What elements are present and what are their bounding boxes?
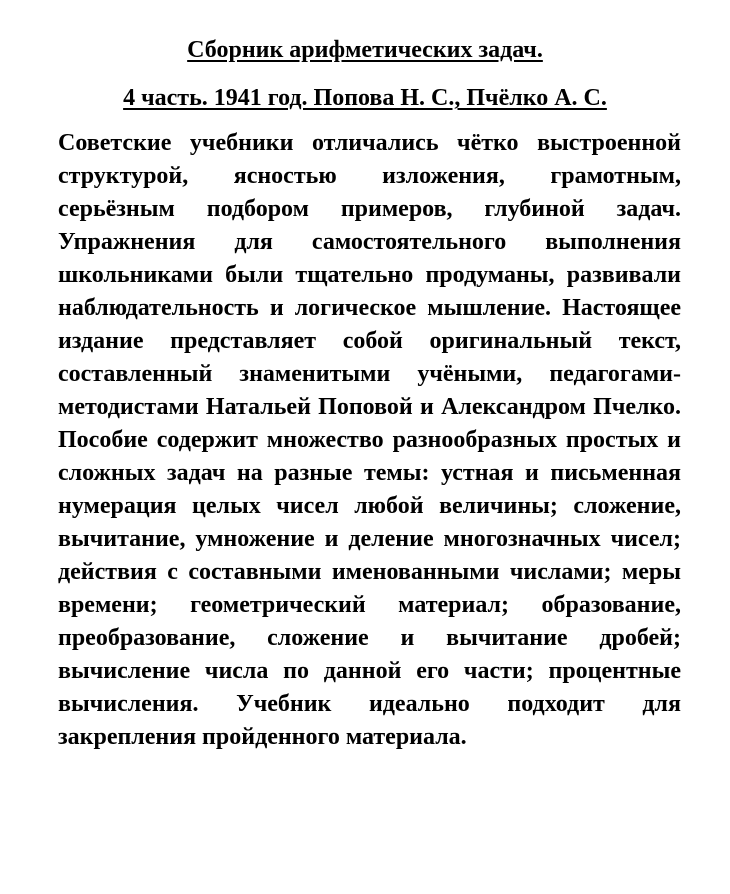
book-subtitle: 4 часть. 1941 год. Попова Н. С., Пчёлко А. С. bbox=[123, 85, 607, 111]
description-paragraph: Советские учебники отличались чётко выстроенной структурой, ясностью изложения, грамотным, серьёзным подбором примеров, глубиной задач. Упражнения для самостоятельного выполнения школьниками были тщательно продуманы, развивали наблюдательность и логическое мышление. Настоящее издание представляет собой оригинальный текст, составленный знаменитыми учёными, педагогами-методистами Натальей Поповой и Александром Пчелко. Пособие содержит множество разнообразных простых и сложных задач на разные темы: устная и письменная нумерация целых чисел любой величины; сложение, вычитание, умножение и деление многозначных чисел; действия с составными именованными числами; меры времени; геометрический материал; образование, преобразование, сложение и вычитание дробей; вычисление числа по данной его части; процентные вычисления. Учебник идеально подходит для закрепления пройденного материала. bbox=[58, 130, 681, 750]
book-title: Сборник арифметических задач. bbox=[187, 37, 543, 63]
